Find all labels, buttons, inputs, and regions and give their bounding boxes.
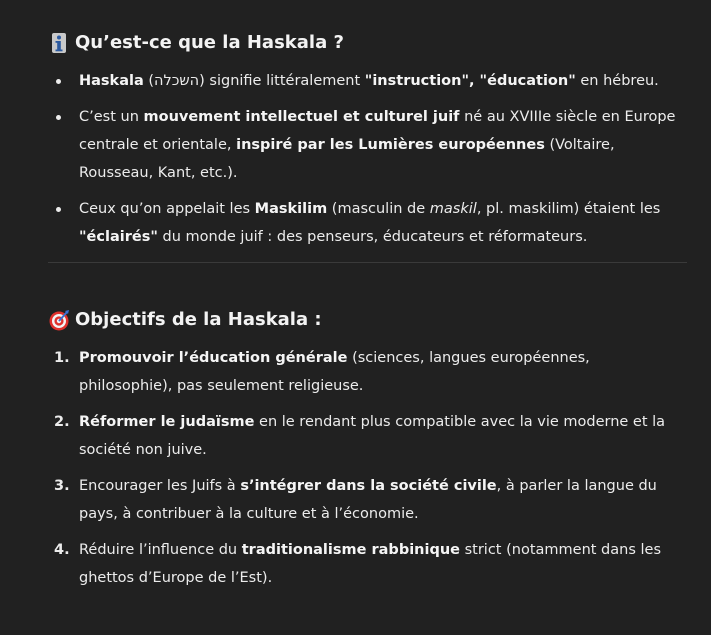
text-run: (sciences, langues européennes, philosophie), pas seulement religieuse. (79, 350, 590, 394)
item-number: 3. (54, 478, 70, 494)
target-icon (48, 309, 70, 331)
text-run: (השכלה) signifie littéralement (143, 73, 365, 89)
list-item-text (79, 414, 665, 458)
bold-text: mouvement intellectuel et culturel juif (143, 109, 460, 125)
text-run: C’est un (79, 109, 144, 125)
text-run: né au XVIIIe siècle en Europe centrale et orientale, (79, 109, 676, 153)
bullet-icon (56, 79, 61, 84)
bullet-icon (56, 115, 61, 120)
objectives-list (48, 344, 687, 592)
bold-text: Réformer le judaïsme (79, 414, 255, 430)
section-what-is-haskala (48, 30, 687, 259)
list-item (48, 536, 687, 592)
section-title: Qu’est-ce que la Haskala ? (75, 32, 344, 53)
list-item-text (79, 109, 675, 181)
list-item-text (79, 201, 660, 245)
text-run: (masculin de (327, 201, 430, 217)
bold-text: "éclairés" (79, 229, 158, 245)
bold-text: s’intégrer dans la société civile (240, 478, 497, 494)
text-run: , pl. maskilim) étaient les (476, 201, 661, 217)
section-heading (48, 30, 687, 56)
section-divider (48, 262, 687, 263)
section-heading (48, 307, 687, 333)
list-item-text (79, 542, 661, 586)
text-run: , à parler la langue du pays, à contribuer à la culture et à l’économie. (79, 478, 657, 522)
bullet-icon (56, 207, 61, 212)
section-objectives (48, 307, 687, 600)
list-item (48, 472, 687, 528)
item-number: 4. (54, 542, 70, 558)
list-item (48, 344, 687, 400)
list-item-text (79, 478, 657, 522)
italic-text: maskil (429, 201, 477, 217)
list-item-text (79, 350, 590, 394)
text-run: Ceux qu’on appelait les (79, 201, 255, 217)
bold-text: traditionalisme rabbinique (241, 542, 460, 558)
bold-text: inspiré par les Lumières européennes (236, 137, 545, 153)
list-item (48, 408, 687, 464)
bold-text: Haskala (79, 73, 144, 89)
text-run: strict (notamment dans les ghettos d’Europe de l’Est). (79, 542, 661, 586)
text-run: Réduire l’influence du (79, 542, 242, 558)
section-title: Objectifs de la Haskala : (75, 309, 322, 330)
bold-text: Promouvoir l’éducation générale (79, 350, 348, 366)
text-run: Encourager les Juifs à (79, 478, 241, 494)
info-icon (48, 32, 70, 54)
text-run: (Voltaire, Rousseau, Kant, etc.). (79, 137, 615, 181)
bold-text: "instruction", "éducation" (364, 73, 576, 89)
list-item (48, 67, 687, 95)
text-run: du monde juif : des penseurs, éducateurs et réformateurs. (157, 229, 588, 245)
item-number: 2. (54, 414, 70, 430)
list-item (48, 103, 687, 187)
bold-text: Maskilim (254, 201, 328, 217)
haskala-definition-list (48, 67, 687, 251)
text-run: en le rendant plus compatible avec la vie moderne et la société non juive. (79, 414, 666, 458)
list-item (48, 195, 687, 251)
list-item-text (79, 73, 659, 89)
item-number: 1. (54, 350, 70, 366)
text-run: en hébreu. (575, 73, 659, 89)
